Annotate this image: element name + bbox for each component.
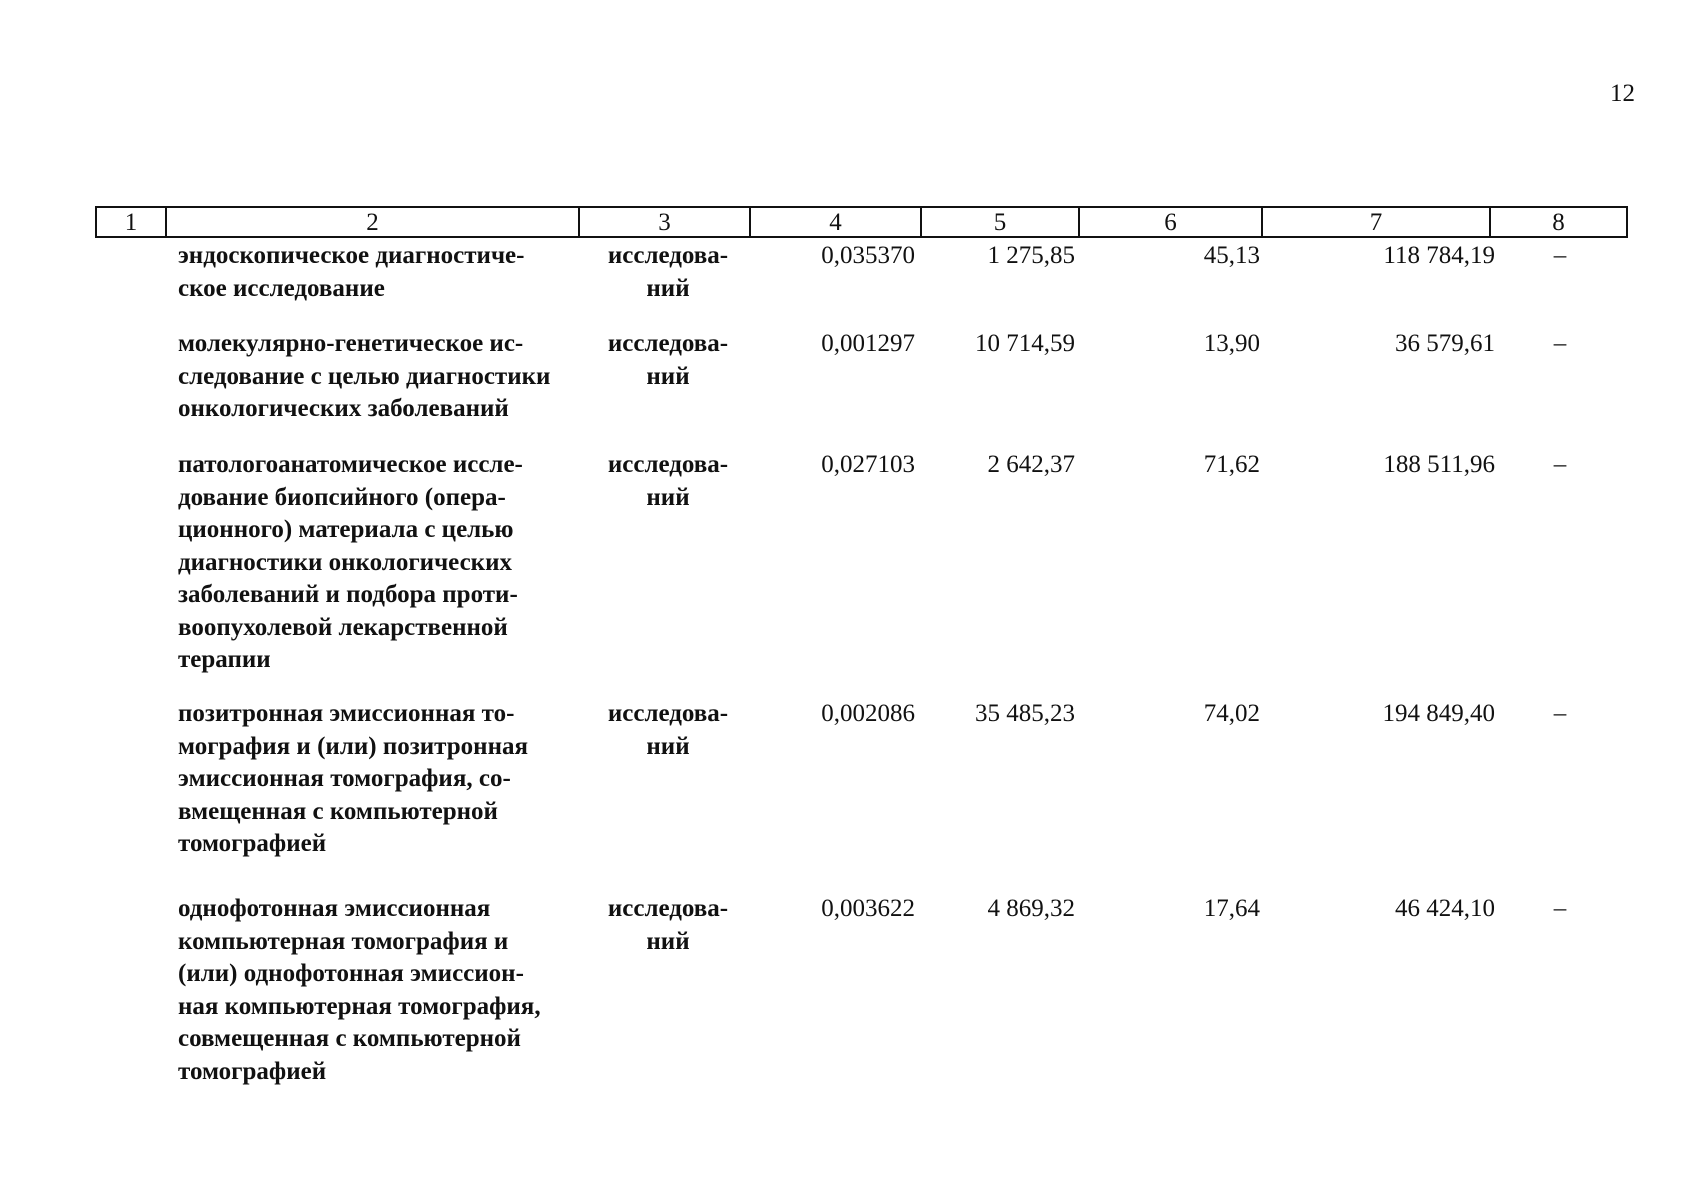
service-name-line: дование биопсийного (опера- [178, 483, 506, 511]
header-col-3: 3 [578, 206, 751, 238]
service-name-line: эндоскопическое диагностиче- [178, 242, 525, 269]
cell-col-8: – [1553, 700, 1567, 727]
service-name [178, 449, 578, 677]
service-name-line: заболеваний и подбора проти- [178, 581, 518, 608]
cell-col-5: 10 714,59 [975, 330, 1075, 357]
unit-line: исследова- [607, 451, 729, 478]
unit-line: исследова- [607, 330, 729, 357]
cell-col-7: 118 784,19 [1383, 242, 1495, 269]
service-name-line: позитронная эмиссионная то- [178, 700, 515, 727]
cell-col-4: 0,003622 [821, 895, 915, 922]
unit-of-measure [598, 893, 738, 958]
unit-of-measure [598, 328, 738, 393]
unit-line: ний [646, 274, 690, 302]
cell-col-7: 188 511,96 [1383, 451, 1495, 478]
unit-line: исследова- [607, 895, 729, 922]
service-name-line: следование с целью диагностики [178, 362, 551, 390]
service-name-line: диагностики онкологических [178, 548, 512, 576]
unit-of-measure [598, 698, 738, 763]
header-col-7: 7 [1261, 206, 1491, 238]
unit-line: исследова- [607, 242, 729, 269]
header-col-2: 2 [165, 206, 580, 238]
service-name-line: ское исследование [178, 274, 385, 302]
service-name [178, 893, 578, 1088]
cell-col-4: 0,027103 [821, 451, 915, 478]
cell-col-4: 0,002086 [821, 700, 915, 727]
unit-line: ний [646, 927, 690, 955]
unit-line: ний [646, 483, 690, 511]
header-col-6: 6 [1078, 206, 1263, 238]
cell-col-5: 4 869,32 [987, 895, 1075, 922]
cell-col-6: 13,90 [1203, 330, 1260, 357]
service-name [178, 328, 578, 426]
service-name-line: ционного) материала с целью [178, 516, 514, 543]
cell-col-5: 2 642,37 [987, 451, 1075, 478]
service-name-line: совмещенная с компьютерной [178, 1025, 521, 1052]
cell-col-5: 1 275,85 [987, 242, 1075, 269]
cell-col-7: 46 424,10 [1395, 895, 1495, 922]
cell-col-8: – [1553, 242, 1567, 269]
cell-col-6: 45,13 [1203, 242, 1260, 269]
unit-line: ний [646, 362, 690, 390]
cell-col-5: 35 485,23 [975, 700, 1075, 727]
service-name-line: (или) однофотонная эмиссион- [178, 960, 524, 987]
service-name-line: воопухолевой лекарственной [178, 613, 508, 641]
unit-line: ний [646, 732, 690, 760]
header-col-4: 4 [749, 206, 922, 238]
service-name-line: компьютерная томография и [178, 927, 509, 955]
cell-col-4: 0,035370 [821, 242, 915, 269]
service-name-line: вмещенная с компьютерной [178, 797, 498, 825]
page-number: 12 [1610, 80, 1635, 107]
cell-col-6: 17,64 [1203, 895, 1260, 922]
cell-col-4: 0,001297 [821, 330, 915, 357]
unit-of-measure [598, 240, 738, 305]
service-name-line: патологоанатомическое иссле- [178, 451, 523, 478]
service-name-line: молекулярно-генетическое ис- [178, 330, 524, 357]
unit-line: исследова- [607, 700, 729, 727]
header-col-5: 5 [920, 206, 1080, 238]
service-name-line: томографией [178, 1057, 327, 1085]
cell-col-6: 74,02 [1203, 700, 1260, 727]
cell-col-6: 71,62 [1203, 451, 1260, 478]
service-name-line: томографией [178, 830, 327, 857]
service-name-line: однофотонная эмиссионная [178, 895, 491, 922]
service-name [178, 698, 578, 861]
service-name-line: онкологических заболеваний [178, 395, 509, 422]
header-col-8: 8 [1489, 206, 1628, 238]
service-name-line: мография и (или) позитронная [178, 732, 528, 760]
service-name-line: эмиссионная томография, со- [178, 765, 511, 792]
header-col-1: 1 [95, 206, 167, 238]
cell-col-7: 194 849,40 [1382, 700, 1495, 727]
service-name [178, 240, 578, 305]
cell-col-7: 36 579,61 [1395, 330, 1495, 357]
cell-col-8: – [1553, 330, 1567, 357]
service-name-line: терапии [178, 646, 271, 673]
unit-of-measure [598, 449, 738, 514]
cell-col-8: – [1553, 451, 1567, 478]
cell-col-8: – [1553, 895, 1567, 922]
service-name-line: ная компьютерная томография, [178, 992, 541, 1020]
